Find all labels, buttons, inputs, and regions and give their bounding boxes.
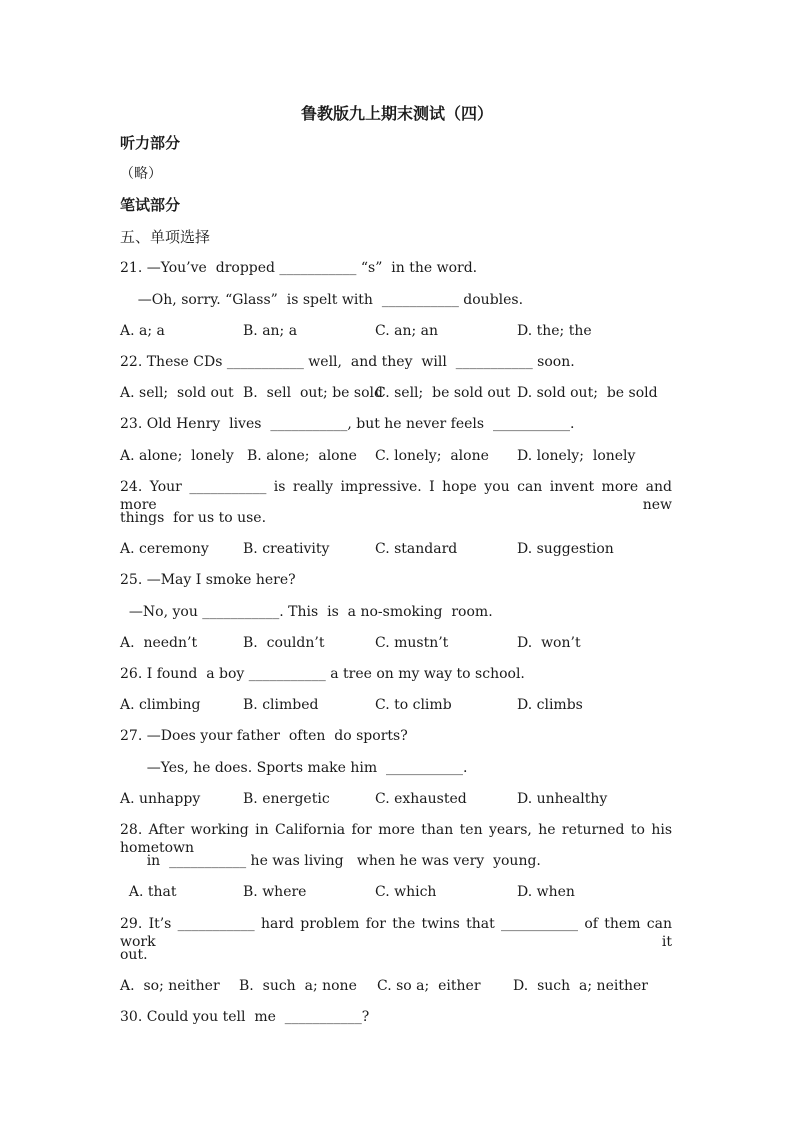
question-22-option-b: B. sell out; be sold <box>243 385 383 401</box>
question-29-option-a: A. so; neither <box>120 978 220 994</box>
question-21-stem-2: —Oh, sorry. “Glass” is spelt with ___________ doubles. <box>120 292 524 308</box>
question-30-stem: 30. Could you tell me ___________? <box>120 1009 370 1025</box>
question-29-option-b: B. such a; none <box>239 978 357 994</box>
question-26-option-b: B. climbed <box>243 697 319 713</box>
question-21-option-a: A. a; a <box>120 323 165 339</box>
question-27-stem-2: —Yes, he does. Sports make him ___________. <box>120 760 468 776</box>
listening-note: （略） <box>120 166 162 182</box>
question-23-option-d: D. lonely; lonely <box>517 448 636 464</box>
question-28-option-d: D. when <box>517 884 575 900</box>
question-28-option-b: B. where <box>243 884 307 900</box>
question-25-option-d: D. won’t <box>517 635 581 651</box>
question-28-stem-2: in ___________ he was living when he was very young. <box>120 853 541 869</box>
question-26-option-c: C. to climb <box>375 697 452 713</box>
question-23-stem: 23. Old Henry lives ___________, but he never feels ___________. <box>120 416 575 432</box>
question-25-option-b: B. couldn’t <box>243 635 325 651</box>
question-24-stem-2: things for us to use. <box>120 510 267 526</box>
question-22-option-d: D. sold out; be sold <box>517 385 658 401</box>
question-23-option-a: A. alone; lonely <box>120 448 234 464</box>
question-27-option-b: B. energetic <box>243 791 330 807</box>
question-25-option-a: A. needn’t <box>120 635 198 651</box>
question-21-option-c: C. an; an <box>375 323 439 339</box>
question-27-option-c: C. exhausted <box>375 791 467 807</box>
question-24-option-a: A. ceremony <box>120 541 209 557</box>
part-five-heading: 五、单项选择 <box>120 228 211 246</box>
question-26-option-a: A. climbing <box>120 697 201 713</box>
question-22-option-a: A. sell; sold out <box>120 385 234 401</box>
question-22-option-c: C. sell; be sold out <box>375 385 511 401</box>
section-written: 笔试部分 <box>120 196 181 214</box>
question-21-stem-1: 21. —You’ve dropped ___________ “s” in the word. <box>120 260 478 276</box>
question-25-stem-2: —No, you ___________. This is a no-smoking room. <box>120 604 493 620</box>
question-23-option-b: B. alone; alone <box>247 448 357 464</box>
question-24-stem-1: 24. Your ___________ is really impressive. I hope you can invent more and more new <box>120 479 672 513</box>
question-25-stem-1: 25. —May I smoke here? <box>120 572 296 588</box>
question-27-option-d: D. unhealthy <box>517 791 608 807</box>
question-28-option-a: A. that <box>120 884 177 900</box>
question-27-option-a: A. unhappy <box>120 791 201 807</box>
question-29-stem-1: 29. It’s ___________ hard problem for the twins that ___________ of them can work it <box>120 916 672 950</box>
page-title: 鲁教版九上期末测试（四） <box>300 104 493 123</box>
question-21-option-b: B. an; a <box>243 323 298 339</box>
question-27-stem-1: 27. —Does your father often do sports? <box>120 728 408 744</box>
question-28-stem-1: 28. After working in California for more than ten years, he returned to his hometown <box>120 822 672 856</box>
question-23-option-c: C. lonely; alone <box>375 448 489 464</box>
question-24-option-d: D. suggestion <box>517 541 614 557</box>
question-22-stem: 22. These CDs ___________ well, and they will ___________ soon. <box>120 354 575 370</box>
question-25-option-c: C. mustn’t <box>375 635 449 651</box>
question-24-option-c: C. standard <box>375 541 458 557</box>
question-29-option-c: C. so a; either <box>377 978 481 994</box>
question-26-option-d: D. climbs <box>517 697 583 713</box>
question-28-option-c: C. which <box>375 884 437 900</box>
question-21-option-d: D. the; the <box>517 323 592 339</box>
question-26-stem: 26. I found a boy ___________ a tree on my way to school. <box>120 666 525 682</box>
section-listening: 听力部分 <box>120 134 181 152</box>
question-29-stem-2: out. <box>120 947 148 963</box>
question-24-option-b: B. creativity <box>243 541 330 557</box>
question-29-option-d: D. such a; neither <box>513 978 648 994</box>
